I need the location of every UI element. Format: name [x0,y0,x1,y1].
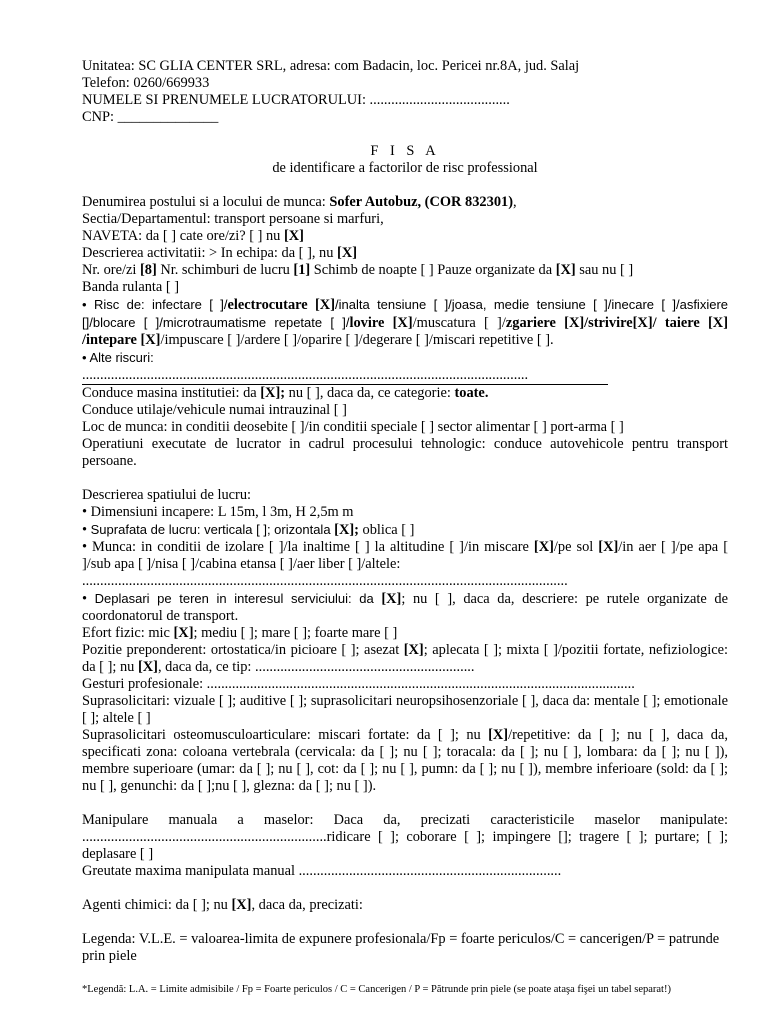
surface-line: • Suprafata de lucru: verticala [ ]; orizontala [X]; oblica [ ] [82,522,415,538]
overload-paragraph: Suprasolicitari: vizuale [ ]; auditive [ ]; suprasolicitari neuropsihosenzoriale [ ], daca da: mentale [ ]; emotionale [ ]; altele [ ] [82,693,728,726]
space-title: Descrierea spatiului de lucru: [82,487,252,503]
unit-line: Unitatea: SC GLIA CENTER SRL, adresa: com Badacin, loc. Pericei nr.8A, jud. Salaj [82,58,580,74]
bullet-icon: • [82,539,93,555]
phone-line: Telefon: 0260/669933 [82,75,210,91]
manual-paragraph: Manipulare manuala a maselor: Daca da, precizati caracteristicile maselor manipulate: ....................................................................ridicare [ ]; coborare [ ]; impingere []; tragere [ ]; purtare; [ ]; deplasare [ ] [82,812,728,862]
travel-paragraph: • Deplasari pe teren in interesul serviciului: da [X]; nu [ ], daca da, descriere: pe rutele organizate de coordonatorul de transport. [82,591,728,624]
osteo-paragraph: Suprasolicitari osteomusculoarticulare: miscari fortate: da [ ]; nu [X]/repetitive: da [ ]; nu [ ], daca da, specificati zona: coloana vertebrala (cervicala: da [ ]; nu [ ]; toracala: da [ ]; nu [ ], lombara: da [ ]; nu [ ]), membre superioare (umar: da [ ]; nu [ ], cot: da [ ]; nu [ ], pumn: da [ ]; nu [ ]), membre inferioare (sold: da [ ]; nu [ ], genunchi: da [ ];nu [ ], glezna: da [ ]; nu [ ]). [82,727,728,794]
document-title: F I S A [370,143,440,159]
footnote: *Legendă: L.A. = Limite admisibile / Fp = Foarte periculos / C = Cancerigen / P = Pătrunde prin piele (se poate ataşa fişei un tabel separat!) [82,983,671,995]
dotted-line: ....................................................................................................................................... [82,573,568,589]
cnp-line: CNP: ______________ [82,109,219,125]
drives-line: Conduce masina institutiei: da [X]; nu [ ], daca da, ce categorie: toate. [82,385,489,401]
work-paragraph: • Munca: in conditii de izolare [ ]/la inaltime [ ] la altitudine [ ]/in miscare [X]/pe sol [X]/in aer [ ]/pe apa [ ]/sub apa [ ]/nisa [ ]/cabina etansa [ ]/aer liber [ ]/altele: [82,539,728,572]
bullet-icon: • [82,504,91,520]
max-weight-line: Greutate maxima manipulata manual ......................................................................... [82,863,562,879]
workplace-line: Loc de munca: in conditii deosebite [ ]/in conditii speciale [ ] sector alimentar [ ] port-arma [ ] [82,419,624,435]
hours-line: Nr. ore/zi [8] Nr. schimburi de lucru [1] Schimb de noapte [ ] Pauze organizate da [X] sau nu [ ] [82,262,634,278]
dims-line: • Dimensiuni incapere: L 15m, l 3m, H 2,5m m [82,504,354,520]
department-line: Sectia/Departamentul: transport persoane si marfuri, [82,211,384,227]
activity-line: Descrierea activitatii: > In echipa: da [ ], nu [X] [82,245,358,261]
risk-paragraph: • Risc de: infectare [ ]/electrocutare [X]/inalta tensiune [ ]/joasa, medie tensiune [ ]/inecare [ ]/asfixiere []/blocare [ ]/microtraumatisme repetate [ ]/lovire [X]/muscatura [ ]/zgariere [X]/strivire[X]/ taiere [X] /intepare [X]/impuscare [ ]/ardere [ ]/oparire [ ]/degerare [ ]/miscari repetitive [ ]. [82,297,728,348]
chemical-line: Agenti chimici: da [ ]; nu [X], daca da, precizati: [82,897,363,913]
operations-paragraph: Operatiuni executate de lucrator in cadrul procesului tehnologic: conduce autovehicole pentru transport persoane. [82,436,728,469]
bullet-icon: • [82,350,90,365]
bullet-icon: • [82,297,94,312]
utilities-line: Conduce utilaje/vehicule numai intrauzinal [ ] [82,402,347,418]
bullet-icon: • [82,591,95,607]
post-line: Denumirea postului si a locului de munca: Sofer Autobuz, (COR 832301), [82,194,517,210]
conveyor-line: Banda rulanta [ ] [82,279,180,295]
dotted-line: ............................................................................................................................ [82,367,529,383]
other-risks-line: • Alte riscuri: [82,350,154,365]
gestures-line: Gesturi profesionale: ....................................................................................................................... [82,676,635,692]
worker-name-line: NUMELE SI PRENUMELE LUCRATORULUI: ....................................... [82,92,510,108]
legend-paragraph: Legenda: V.L.E. = valoarea-limita de expunere profesionala/Fp = foarte periculos/C = cancerigen/P = patrunde prin piele [82,931,720,964]
naveta-line: NAVETA: da [ ] cate ore/zi? [ ] nu [X] [82,228,304,244]
position-paragraph: Pozitie preponderent: ortostatica/in picioare [ ]; asezat [X]; aplecata [ ]; mixta [ ]/pozitii fortate, nefiziologice: da [ ]; nu [X], daca da, ce tip: ............................................................. [82,642,728,675]
effort-line: Efort fizic: mic [X]; mediu [ ]; mare [ ]; foarte mare [ ] [82,625,398,641]
document-subtitle: de identificare a factorilor de risc professional [272,160,538,176]
bullet-icon: • [82,522,91,538]
